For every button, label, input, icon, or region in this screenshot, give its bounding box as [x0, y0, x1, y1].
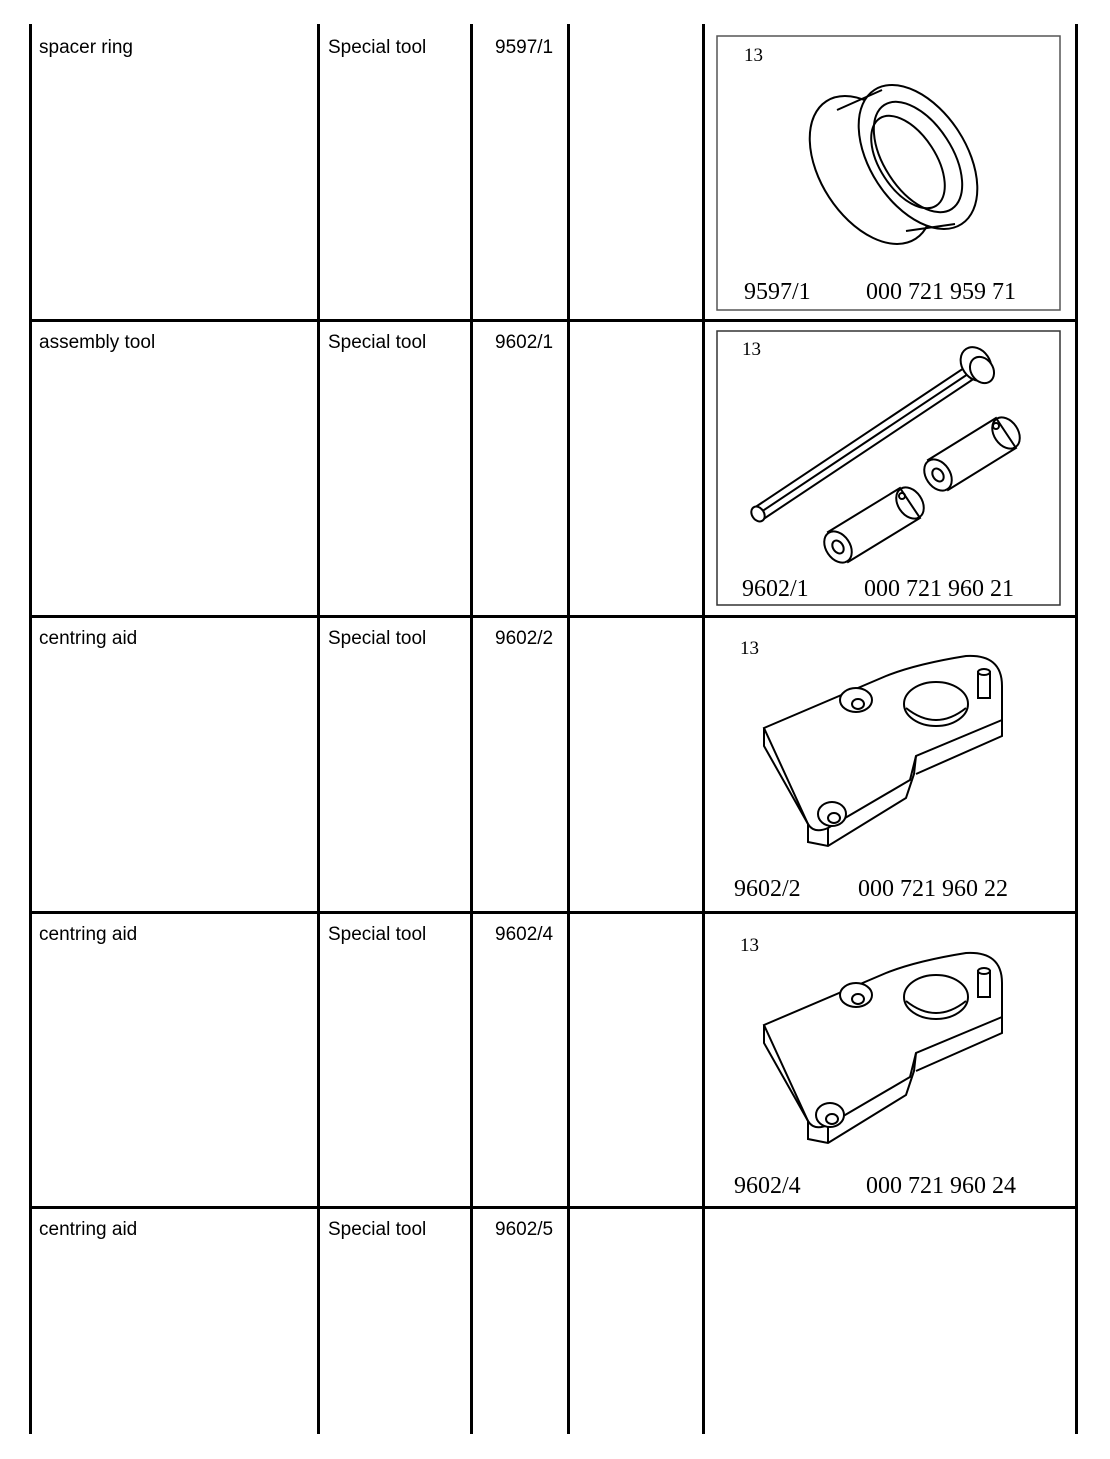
page-reference: 13: [740, 638, 759, 659]
tool-illustration: [716, 925, 1062, 1201]
tool-illustration: [716, 35, 1062, 313]
tool-illustration: [716, 628, 1062, 904]
tool-number-label: 9597/1: [744, 279, 811, 305]
centring-plate-icon: [764, 656, 1002, 846]
column-divider: [702, 24, 705, 1434]
tool-type: Special tool: [328, 628, 427, 649]
row-divider: [30, 615, 1078, 618]
part-number-label: 000 721 960 24: [866, 1173, 1016, 1199]
part-number-label: 000 721 960 22: [858, 876, 1008, 902]
tool-designation: assembly tool: [39, 332, 156, 353]
tool-number-label: 9602/4: [734, 1173, 801, 1199]
tool-type: Special tool: [328, 1219, 427, 1240]
part-number-label: 000 721 960 21: [864, 576, 1014, 602]
tool-type: Special tool: [328, 332, 427, 353]
table-border-right: [1075, 24, 1078, 1434]
page-reference: 13: [740, 935, 759, 956]
column-divider: [470, 24, 473, 1434]
page-reference: 13: [744, 45, 763, 66]
centring-plate-icon: [764, 953, 1002, 1143]
row-divider: [30, 911, 1078, 914]
column-divider: [567, 24, 570, 1434]
tool-designation: centring aid: [39, 628, 138, 649]
part-number-label: 000 721 959 71: [866, 279, 1016, 305]
row-divider: [30, 1206, 1078, 1209]
page-reference: 13: [742, 339, 761, 360]
tool-designation: centring aid: [39, 1219, 138, 1240]
illustration-frame: [717, 331, 1060, 605]
tool-number-label: 9602/2: [734, 876, 801, 902]
tool-type: Special tool: [328, 924, 427, 945]
tool-number: 9597/1: [495, 37, 554, 58]
tool-type: Special tool: [328, 37, 427, 58]
column-divider: [317, 24, 320, 1434]
spacer-ring-icon: [784, 64, 1001, 266]
tool-number: 9602/5: [495, 1219, 554, 1240]
table-border-left: [29, 24, 32, 1434]
tool-number-label: 9602/1: [742, 576, 809, 602]
row-divider: [30, 319, 1078, 322]
tool-number: 9602/2: [495, 628, 554, 649]
tool-illustration: [716, 330, 1062, 608]
tool-designation: centring aid: [39, 924, 138, 945]
assembly-tool-icon: [749, 341, 1026, 568]
tool-number: 9602/1: [495, 332, 554, 353]
tool-designation: spacer ring: [39, 37, 133, 58]
tool-number: 9602/4: [495, 924, 554, 945]
